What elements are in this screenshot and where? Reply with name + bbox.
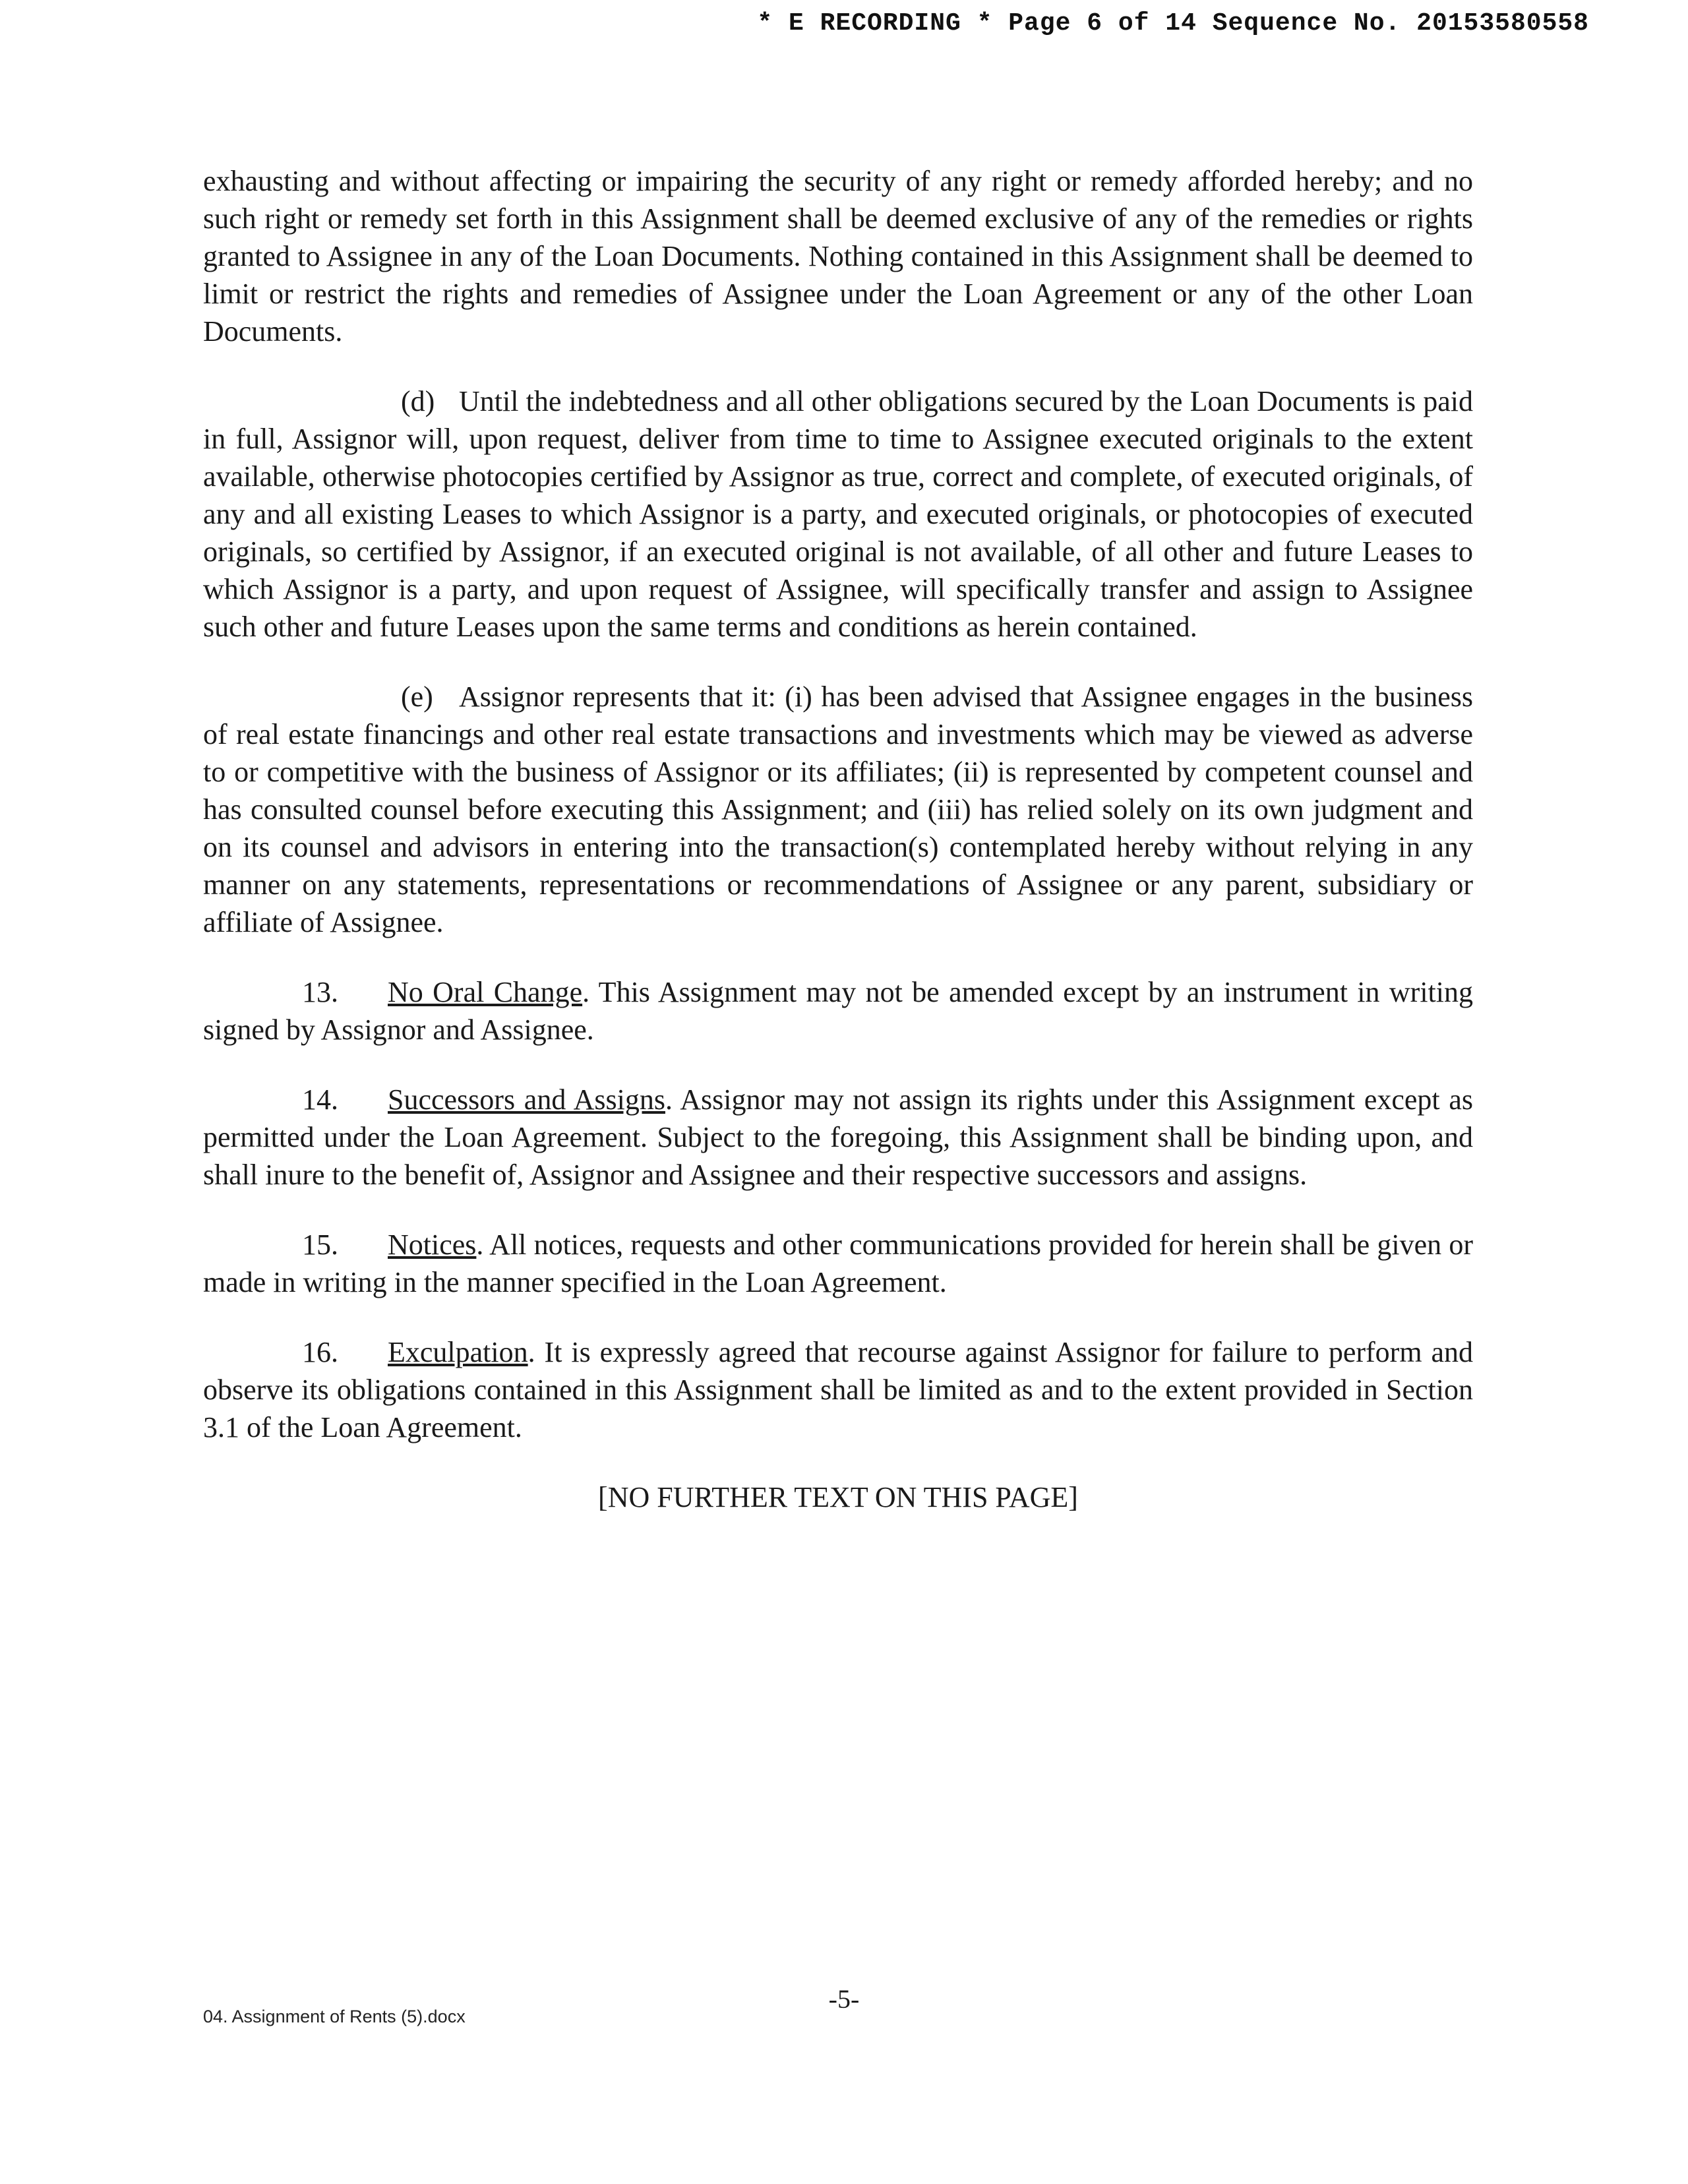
section-15-number: 15.	[302, 1228, 338, 1261]
section-15-text: . All notices, requests and other communications provided for herein shall be given or made in writing in the manner specified in the Loan Agreement.	[203, 1228, 1473, 1298]
section-16-number: 16.	[302, 1336, 338, 1368]
section-16	[203, 1333, 1473, 1446]
section-14-number: 14.	[302, 1083, 338, 1116]
document-body	[203, 162, 1473, 1548]
subparagraph-d	[203, 382, 1473, 646]
recording-stamp: * E RECORDING * Page 6 of 14 Sequence No. 20153580558	[757, 9, 1589, 38]
footer-filename: 04. Assignment of Rents (5).docx	[203, 2007, 466, 2026]
subparagraph-e-text: Assignor represents that it: (i) has been advised that Assignee engages in the business of real estate financings and other real estate transactions and investments which may be viewed as adverse to or competitive with the business of Assignor or its affiliates; (ii) is represented by competent counsel and has consulted counsel before executing this Assignment; and (iii) has relied solely on its own judgment and on its counsel and advisors in entering into the transaction(s) contemplated hereby without relying in any manner on any statements, representations or recommendations of Assignee or any parent, subsidiary or affiliate of Assignee.	[203, 681, 1473, 938]
section-13-heading: No Oral Change	[388, 976, 583, 1008]
continued-paragraph: exhausting and without affecting or impairing the security of any right or remedy afforded hereby; and no such right or remedy set forth in this Assignment shall be deemed exclusive of any of the remedies or rights granted to Assignee in any of the Loan Documents. Nothing contained in this Assignment shall be deemed to limit or restrict the rights and remedies of Assignee under the Loan Agreement or any of the other Loan Documents.	[203, 165, 1473, 348]
section-15-heading: Notices	[388, 1228, 477, 1261]
section-13-text: . This Assignment may not be amended except by an instrument in writing signed by Assignor and Assignee.	[203, 976, 1473, 1046]
subparagraph-d-label: (d)	[401, 385, 435, 417]
subparagraph-e-label: (e)	[401, 681, 433, 713]
section-16-text: . It is expressly agreed that recourse against Assignor for failure to perform and observe its obligations contained in this Assignment shall be limited as and to the extent provided in Section 3.1 of the Loan Agreement.	[203, 1336, 1473, 1443]
section-14-heading: Successors and Assigns	[388, 1083, 665, 1116]
section-14	[203, 1081, 1473, 1194]
section-14-text: . Assignor may not assign its rights under this Assignment except as permitted under the Loan Agreement. Subject to the foregoing, this Assignment shall be binding upon, and shall inure to the benefit of, Assignor and Assignee and their respective successors and assigns.	[203, 1083, 1473, 1191]
section-15	[203, 1226, 1473, 1301]
section-13	[203, 973, 1473, 1048]
section-16-heading: Exculpation	[388, 1336, 528, 1368]
subparagraph-d-text: Until the indebtedness and all other obligations secured by the Loan Documents is paid in full, Assignor will, upon request, deliver from time to time to Assignee executed originals to the extent available, otherwise photocopies certified by Assignor as true, correct and complete, of executed originals, of any and all existing Leases to which Assignor is a party, and executed originals, or photocopies of executed originals, so certified by Assignor, if an executed original is not available, of all other and future Leases to which Assignor is a party, and upon request of Assignee, will specifically transfer and assign to Assignee such other and future Leases upon the same terms and conditions as herein contained.	[203, 385, 1473, 643]
no-further-text-notice: [NO FURTHER TEXT ON THIS PAGE]	[598, 1481, 1078, 1513]
page-number: -5-	[828, 1984, 860, 2014]
subparagraph-e	[203, 678, 1473, 941]
section-13-number: 13.	[302, 976, 338, 1008]
